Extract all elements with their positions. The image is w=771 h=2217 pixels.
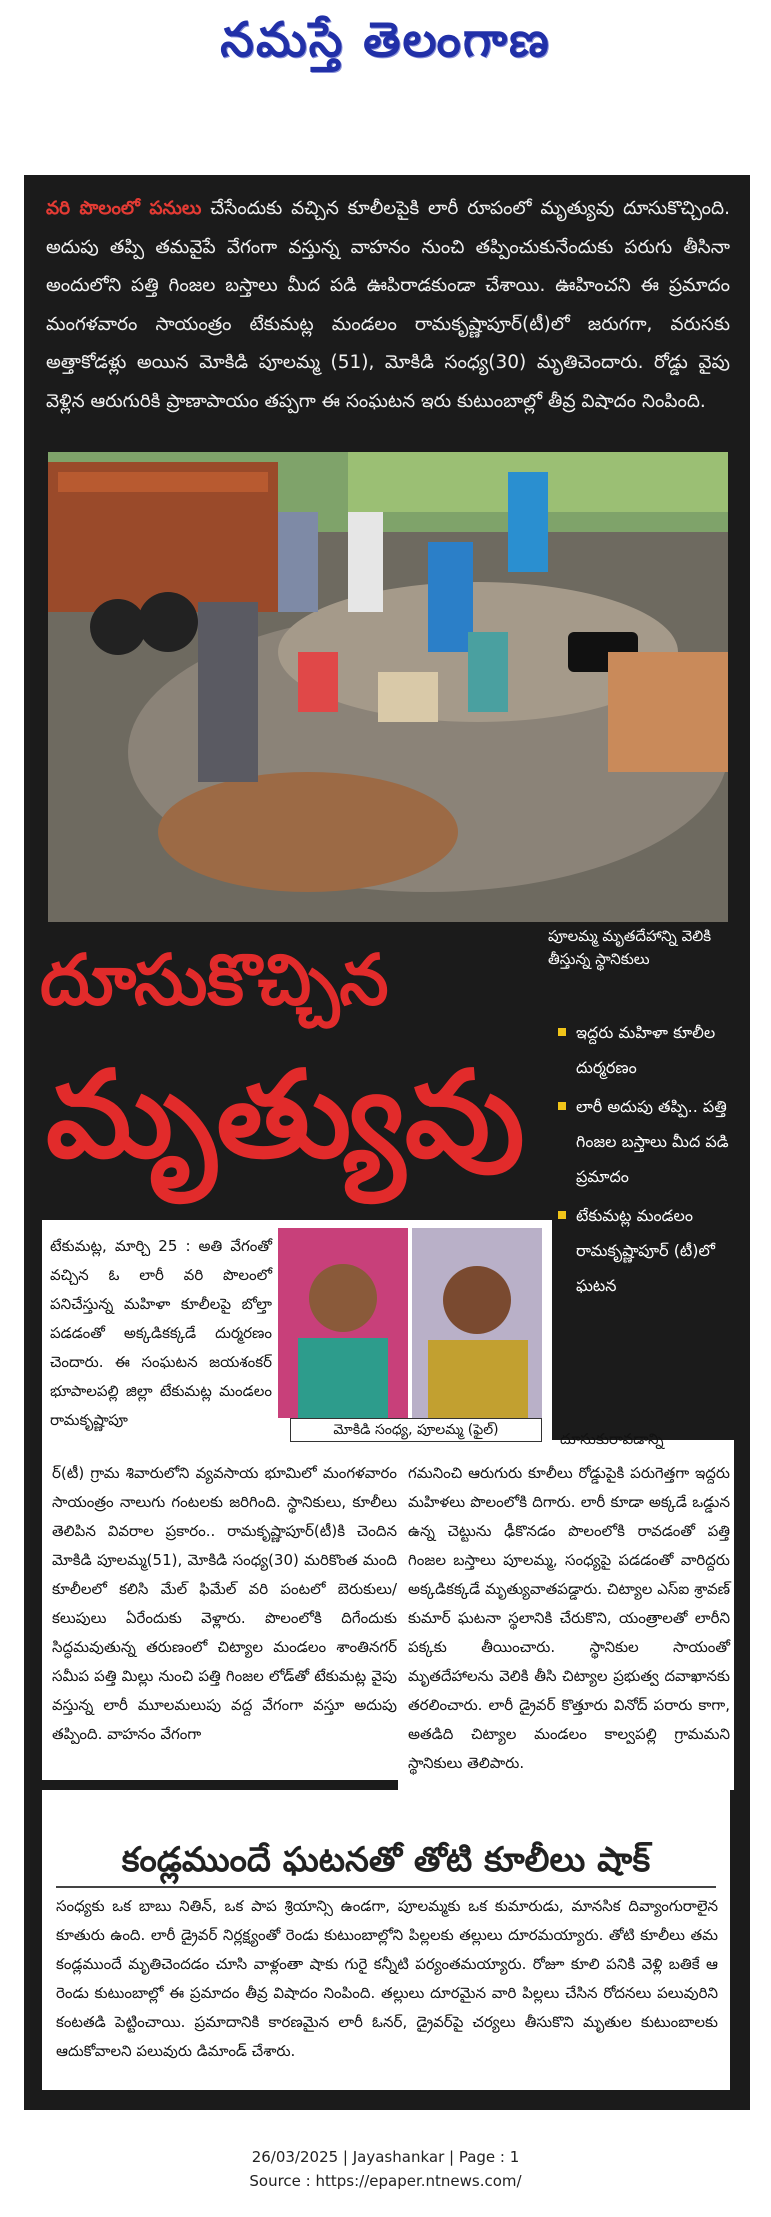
photo-caption: పూలమ్మ మృతదేహాన్ని వెలికి తీస్తున్న స్థానికులు bbox=[548, 927, 712, 968]
lead-text: చేసేందుకు వచ్చిన కూలీలపైకి లారీ రూపంలో మృత్యువు దూసుకొచ్చింది. అదుపు తప్పి తమవైపే వేగంగా వస్తున్న వాహనం నుంచి తప్పించుకునేందుకు పరుగు తీసినా అందులోని పత్తి గింజల బస్తాలు మీద పడి ఊపిరాడకుండా చేశాయి. ఊహించని ఈ ప్రమాదం మంగళవారం సాయంత్రం టేకుమట్ల మండలం రామకృష్ణాపూర్(టీ)లో జరుగగా, వరుసకు అత్తాకోడళ్లు అయిన మోకిడి పూలమ్మ (51), మోకిడి సంధ్య(30) మృతిచెందారు. రోడ్డు వైపు వెళ్లిన ఆరుగురికి ప్రాణాపాయం తప్పగా ఈ సంఘటన ఇరు కుటుంబాల్లో తీవ్ర విషాదం నింపింది. bbox=[46, 198, 731, 412]
headline bbox=[40, 940, 560, 1210]
bullet-item: లారీ అదుపు తప్పి.. పత్తి గింజల బస్తాలు మీద పడి ప్రమాదం bbox=[556, 1089, 732, 1194]
lead-highlight: వరి పొలంలో పనులు bbox=[46, 198, 202, 219]
lead-paragraph bbox=[46, 190, 730, 421]
body-column-3-head: దూసుకురావడాన్ని bbox=[560, 1430, 664, 1448]
body-column-1: టేకుమట్ల, మార్చి 25 : అతి వేగంతో వచ్చిన ఓ లారీ వరి పొలంలో పనిచేస్తున్న మహిళా కూలీలపై బోల్తా పడడంతో అక్కడికక్కడే దుర్మరణం చెందారు. ఈ సంఘటన జయశంకర్ భూపాలపల్లి జిల్లా టేకుమట్ల మండలం రామకృష్ణాపూ bbox=[50, 1237, 272, 1429]
masthead-title: నమస్తే తెలంగాణ bbox=[220, 12, 551, 68]
bullet-list bbox=[556, 1015, 732, 1307]
bullet-item: టేకుమట్ల మండలం రామకృష్ణాపూర్ (టీ)లో ఘటన bbox=[556, 1198, 732, 1303]
headline-line1: దూసుకొచ్చిన bbox=[40, 938, 389, 1021]
subhead-body: సంధ్యకు ఒక బాబు నితిన్, ఒక పాప శ్రియాన్సి ఉండగా, పూలమ్మకు ఒక కుమారుడు, మానసిక దివ్యాంగురాలైన కూతురు ఉంది. లారీ డ్రైవర్ నిర్లక్ష్యంతో రెండు కుటుంబాల్లోని పిల్లలకు తల్లులు దూరమయ్యారు. తోటి కూలీలు తమ కండ్లముందే మృతిచెందడం చూసి వాళ్లంతా షాకు గురై కన్నీటి పర్యంతమయ్యారు. రోజూ కూలి పనికి వెళ్లి బతికే ఆ రెండు కుటుంబాల్లో ఈ ప్రమాదం తీవ్ర విషాదం నింపింది. తల్లులు దూరమైన వారి పిల్లలు చేసిన రోదనలు పలువురిని కంటతడి పెట్టించాయి. ప్రమాదానికి కారణమైన లారీ ఓనర్, డ్రైవర్‌పై చర్యలు తీసుకొని మృతుల కుటుంబాలకు ఆదుకోవాలని పలువురు డిమాండ్ చేశారు. bbox=[56, 1897, 718, 2060]
headline-line2: మృత్యువు bbox=[46, 1044, 525, 1185]
bullet-square-icon bbox=[558, 1028, 566, 1036]
portrait-photos bbox=[278, 1228, 542, 1418]
page-footer bbox=[0, 2145, 771, 2193]
footer-date-line: 26/03/2025 | Jayashankar | Page : 1 bbox=[251, 2148, 520, 2166]
bullet-square-icon bbox=[558, 1102, 566, 1110]
subhead-divider bbox=[56, 1886, 716, 1888]
accident-photo bbox=[48, 452, 728, 922]
masthead bbox=[0, 0, 771, 88]
bullet-item: ఇద్దరు మహిళా కూలీల దుర్మరణం bbox=[556, 1015, 732, 1085]
bullet-square-icon bbox=[558, 1211, 566, 1219]
footer-source-line: Source : https://epaper.ntnews.com/ bbox=[249, 2172, 522, 2190]
subhead: కండ్లముందే ఘటనతో తోటి కూలీలు షాక్ bbox=[121, 1840, 651, 1880]
portrait-caption: మోకిడి సంధ్య, పూలమ్మ (ఫైల్) bbox=[290, 1418, 542, 1442]
body-column-3: గమనించి ఆరుగురు కూలీలు రోడ్డుపైకి పరుగెత్తగా ఇద్దరు మహిళలు పొలంలోకి దిగారు. లారీ కూడా అక్కడే ఒడ్డున ఉన్న చెట్టును ఢీకొనడం పొలంలోకి రావడంతో పత్తి గింజల బస్తాలు పూలమ్మ, సంధ్యపై పడడంతో వారిద్దరు అక్కడికక్కడే మృత్యువాతపడ్డారు. చిట్యాల ఎస్ఐ శ్రావణ్ కుమార్ ఘటనా స్థలానికి చేరుకొని, యంత్రాలతో లారీని పక్కకు తీయించారు. స్థానికుల సాయంతో మృతదేహాలను వెలికి తీసి చిట్యాల ప్రభుత్వ దవాఖానకు తరలించారు. లారీ డ్రైవర్ కొత్తూరు వినోద్ పరారు కాగా, అతడిది చిట్యాల మండలం కాల్వపల్లి గ్రామమని స్థానికులు తెలిపారు. bbox=[408, 1464, 730, 1772]
body-column-2: ర్(టీ) గ్రామ శివారులోని వ్యవసాయ భూమిలో మంగళవారం సాయంత్రం నాలుగు గంటలకు జరిగింది. స్థానికులు, కూలీలు తెలిపిన వివరాల ప్రకారం.. రామకృష్ణాపూర్(టీ)కి చెందిన మోకిడి పూలమ్మ(51), మోకిడి సంధ్య(30) మరికొంత మంది కూలీలలో కలిసి మేల్ ఫిమేల్ వరి పంటలో బెరుకులు/కలుపులు ఏరేందుకు వెళ్లారు. పొలంలోకి దిగేందుకు సిద్ధమవుతున్న తరుణంలో చిట్యాల మండలం శాంతినగర్ సమీప పత్తి మిల్లు నుంచి పత్తి గింజల లోడ్‌తో టేకుమట్ల వైపు వస్తున్న లారీ మూలమలుపు వద్ద వేగంగా వస్తూ అదుపు తప్పింది. వాహనం వేగంగా bbox=[52, 1464, 397, 1743]
